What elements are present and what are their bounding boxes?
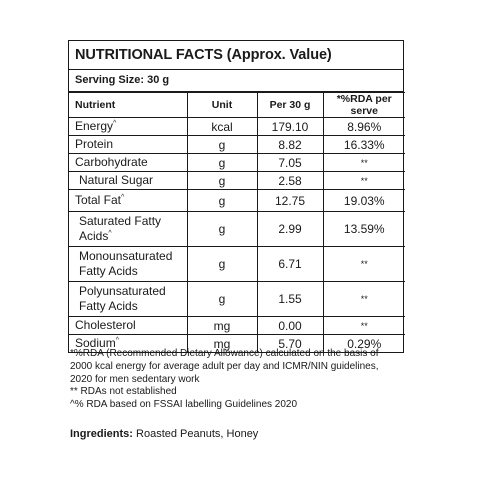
table-row bbox=[69, 118, 405, 136]
footnote-line: ** RDAs not established bbox=[70, 386, 177, 398]
nutrient-unit: mg bbox=[187, 317, 257, 335]
nutrient-value: 8.82 bbox=[257, 136, 323, 154]
nutrient-rda: ** bbox=[323, 317, 405, 335]
superscript-mark: ^ bbox=[115, 337, 119, 344]
nutrient-label-line1: Polyunsaturated bbox=[79, 284, 166, 298]
nutrient-name: Natural Sugar bbox=[69, 172, 187, 190]
superscript-mark: ^ bbox=[108, 230, 112, 237]
nutrition-table bbox=[69, 92, 405, 352]
table-row bbox=[69, 317, 405, 335]
header-rda: *%RDA per serve bbox=[323, 93, 405, 118]
footnotes bbox=[70, 348, 410, 412]
table-row bbox=[69, 212, 405, 247]
nutrient-name: Cholesterol bbox=[69, 317, 187, 335]
footnote-line: 2000 kcal energy for average adult per day and ICMR/NIN guidelines, bbox=[70, 360, 379, 372]
nutrient-label: Energy bbox=[75, 119, 114, 133]
table-header-row bbox=[69, 93, 405, 118]
nutrient-rda: ** bbox=[323, 154, 405, 172]
nutrient-rda: 16.33% bbox=[323, 136, 405, 154]
nutrient-value: 5.70 bbox=[257, 335, 323, 353]
header-nutrient: Nutrient bbox=[69, 93, 187, 118]
nutrient-label-line1: Saturated Fatty bbox=[79, 214, 162, 228]
nutrient-rda: ** bbox=[323, 282, 405, 317]
header-per-serving: Per 30 g bbox=[257, 93, 323, 118]
footnote-line: 2020 for men sedentary work bbox=[70, 373, 200, 385]
nutrient-value: 0.00 bbox=[257, 317, 323, 335]
table-row bbox=[69, 136, 405, 154]
table-row bbox=[69, 190, 405, 212]
nutrient-value: 179.10 bbox=[257, 118, 323, 136]
superscript-mark: ^ bbox=[121, 194, 125, 201]
nutrient-value: 2.99 bbox=[257, 212, 323, 247]
nutrient-unit: mg bbox=[187, 335, 257, 353]
nutrient-name: Carbohydrate bbox=[69, 154, 187, 172]
nutrient-rda: 19.03% bbox=[323, 190, 405, 212]
nutrient-rda: 13.59% bbox=[323, 212, 405, 247]
ingredients bbox=[70, 428, 258, 440]
nutrient-label-line2: Acids bbox=[79, 229, 109, 243]
nutrient-unit: g bbox=[187, 212, 257, 247]
nutrient-unit: g bbox=[187, 282, 257, 317]
nutrient-name bbox=[69, 212, 187, 247]
nutrient-value: 12.75 bbox=[257, 190, 323, 212]
table-row bbox=[69, 282, 405, 317]
nutrient-rda: 8.96% bbox=[323, 118, 405, 136]
nutrient-unit: kcal bbox=[187, 118, 257, 136]
nutrient-value: 6.71 bbox=[257, 247, 323, 282]
footnote-line: ^% RDA based on FSSAI labelling Guidelines 2020 bbox=[70, 399, 298, 411]
superscript-mark: ^ bbox=[113, 120, 117, 127]
footnote-line: *%RDA (Recommended Dietary Allowance) calculated on the basis of bbox=[70, 348, 379, 359]
nutrient-label: Total Fat bbox=[75, 193, 122, 207]
ingredients-label: Ingredients: bbox=[70, 428, 133, 440]
nutrient-label-line2: Fatty Acids bbox=[79, 264, 138, 278]
table-row bbox=[69, 154, 405, 172]
table-row bbox=[69, 247, 405, 282]
nutrient-unit: g bbox=[187, 247, 257, 282]
nutrient-rda: 0.29% bbox=[323, 335, 405, 353]
serving-size: Serving Size: 30 g bbox=[69, 70, 403, 92]
nutrient-name: Protein bbox=[69, 136, 187, 154]
nutrient-unit: g bbox=[187, 172, 257, 190]
nutrient-unit: g bbox=[187, 190, 257, 212]
nutrient-unit: g bbox=[187, 136, 257, 154]
nutrient-label: Sodium bbox=[75, 336, 116, 350]
nutrient-name bbox=[69, 190, 187, 212]
nutrient-name bbox=[69, 118, 187, 136]
nutrient-unit: g bbox=[187, 154, 257, 172]
header-unit: Unit bbox=[187, 93, 257, 118]
nutrient-name bbox=[69, 247, 187, 282]
nutrient-label-line1: Monounsaturated bbox=[79, 249, 173, 263]
panel-title: NUTRITIONAL FACTS (Approx. Value) bbox=[69, 41, 403, 70]
nutrient-name bbox=[69, 282, 187, 317]
table-row bbox=[69, 172, 405, 190]
nutrient-value: 2.58 bbox=[257, 172, 323, 190]
nutrient-value: 7.05 bbox=[257, 154, 323, 172]
nutrient-value: 1.55 bbox=[257, 282, 323, 317]
nutrient-rda: ** bbox=[323, 172, 405, 190]
nutrient-label-line2: Fatty Acids bbox=[79, 299, 138, 313]
ingredients-text: Roasted Peanuts, Honey bbox=[132, 428, 259, 440]
nutrient-rda: ** bbox=[323, 247, 405, 282]
nutrition-facts-panel bbox=[68, 40, 404, 353]
